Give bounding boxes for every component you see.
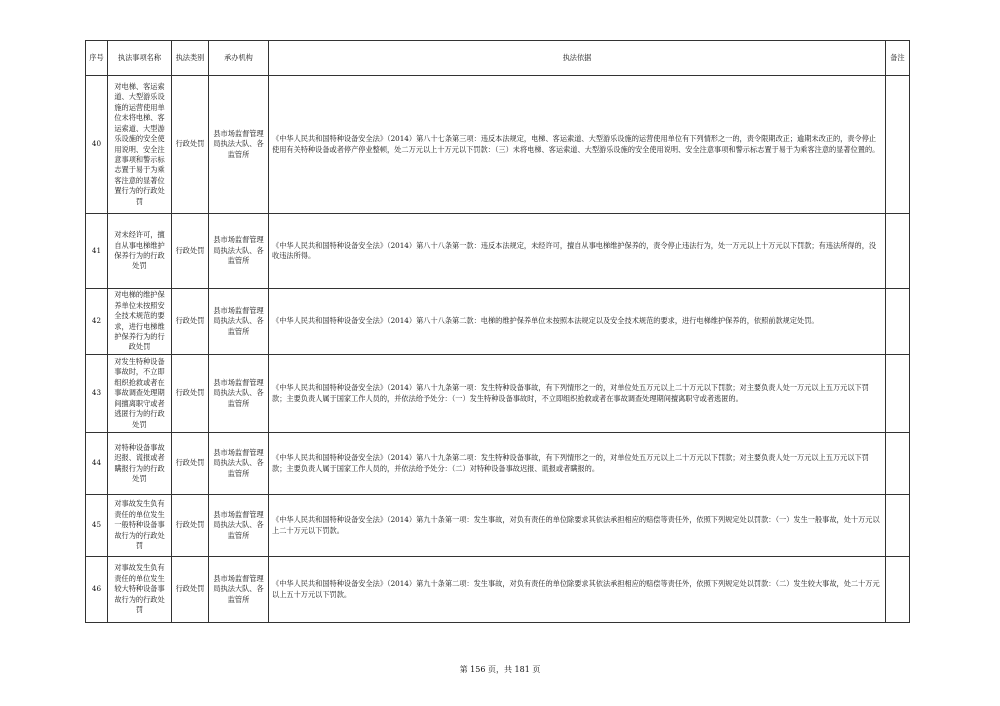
row-organization: 县市场监督管理局执法大队、各监管所 xyxy=(209,557,269,623)
header-note: 备注 xyxy=(886,41,910,76)
table-row xyxy=(86,355,910,433)
header-type: 执法类别 xyxy=(172,41,209,76)
row-type: 行政处罚 xyxy=(172,557,209,623)
row-organization: 县市场监督管理局执法大队、各监管所 xyxy=(209,355,269,433)
row-item-name: 对事故发生负有责任的单位发生较大特种设备事故行为的行政处罚 xyxy=(108,557,172,623)
enforcement-table xyxy=(85,40,910,623)
row-note xyxy=(886,355,910,433)
row-no: 42 xyxy=(86,289,108,355)
row-basis: 《中华人民共和国特种设备安全法》（2014）第九十条第一项：发生事故，对负有责任的单位除要求其依法承担相应的赔偿等责任外，依照下列规定处以罚款：（一）发生一般事故，处十万元以上二十万元以下罚款。 xyxy=(269,495,886,557)
row-type: 行政处罚 xyxy=(172,433,209,495)
row-type: 行政处罚 xyxy=(172,214,209,289)
row-note xyxy=(886,557,910,623)
row-organization: 县市场监督管理局执法大队、各监管所 xyxy=(209,289,269,355)
row-item-name: 对事故发生负有责任的单位发生一般特种设备事故行为的行政处罚 xyxy=(108,495,172,557)
row-organization: 县市场监督管理局执法大队、各监管所 xyxy=(209,433,269,495)
table-row xyxy=(86,433,910,495)
row-item-name: 对发生特种设备事故时，不立即组织抢救或者在事故调查处理期间擅离职守或者逃匿行为的行政处罚 xyxy=(108,355,172,433)
row-type: 行政处罚 xyxy=(172,495,209,557)
row-no: 43 xyxy=(86,355,108,433)
row-item-name: 对未经许可，擅自从事电梯维护保养行为的行政处罚 xyxy=(108,214,172,289)
row-no: 40 xyxy=(86,76,108,214)
row-no: 45 xyxy=(86,495,108,557)
row-item-name: 对特种设备事故迟报、谎报或者瞒报行为的行政处罚 xyxy=(108,433,172,495)
table-row xyxy=(86,557,910,623)
header-item-name: 执法事项名称 xyxy=(108,41,172,76)
row-item-name: 对电梯的维护保养单位未按照安全技术规范的要求，进行电梯维护保养行为的行政处罚 xyxy=(108,289,172,355)
row-no: 44 xyxy=(86,433,108,495)
row-organization: 县市场监督管理局执法大队、各监管所 xyxy=(209,214,269,289)
row-basis: 《中华人民共和国特种设备安全法》（2014）第八十八条第二款：电梯的维护保养单位未按照本法规定以及安全技术规范的要求，进行电梯维护保养的，依照前款规定处罚。 xyxy=(269,289,886,355)
table-row xyxy=(86,76,910,214)
row-type: 行政处罚 xyxy=(172,355,209,433)
row-organization: 县市场监督管理局执法大队、各监管所 xyxy=(209,76,269,214)
row-basis: 《中华人民共和国特种设备安全法》（2014）第九十条第二项：发生事故，对负有责任的单位除要求其依法承担相应的赔偿等责任外，依照下列规定处以罚款：（二）发生较大事故，处二十万元以上五十万元以下罚款。 xyxy=(269,557,886,623)
row-note xyxy=(886,495,910,557)
header-organization: 承办机构 xyxy=(209,41,269,76)
table-row xyxy=(86,495,910,557)
row-note xyxy=(886,76,910,214)
row-organization: 县市场监督管理局执法大队、各监管所 xyxy=(209,495,269,557)
table-header-row xyxy=(86,41,910,76)
header-basis: 执法依据 xyxy=(269,41,886,76)
row-no: 46 xyxy=(86,557,108,623)
row-basis: 《中华人民共和国特种设备安全法》（2014）第八十八条第一款：违反本法规定，未经许可，擅自从事电梯维护保养的，责令停止违法行为，处一万元以上十万元以下罚款；有违法所得的，没收违法所得。 xyxy=(269,214,886,289)
page-number-footer: 第 156 页，共 181 页 xyxy=(459,665,541,674)
row-basis: 《中华人民共和国特种设备安全法》（2014）第八十七条第三项：违反本法规定，电梯、客运索道、大型游乐设施的运营使用单位有下列情形之一的，责令限期改正；逾期未改正的，责令停止使用有关特种设备或者停产停业整顿，处二万元以上十万元以下罚款：（三）未将电梯、客运索道、大型游乐设施的安全使用说明、安全注意事项和警示标志置于易于为乘客注意的显著位置的。 xyxy=(269,76,886,214)
row-item-name: 对电梯、客运索道、大型游乐设施的运营使用单位未将电梯、客运索道、大型游乐设施的安全使用说明、安全注意事项和警示标志置于易于为乘客注意的显著位置行为的行政处罚 xyxy=(108,76,172,214)
row-note xyxy=(886,289,910,355)
row-basis: 《中华人民共和国特种设备安全法》（2014）第八十九条第二项：发生特种设备事故，有下列情形之一的，对单位处五万元以上二十万元以下罚款；对主要负责人处一万元以上五万元以下罚款；主要负责人属于国家工作人员的，并依法给予处分：（二）对特种设备事故迟报、谎报或者瞒报的。 xyxy=(269,433,886,495)
row-basis: 《中华人民共和国特种设备安全法》（2014）第八十九条第一项：发生特种设备事故，有下列情形之一的，对单位处五万元以上二十万元以下罚款；对主要负责人处一万元以上五万元以下罚款；主要负责人属于国家工作人员的，并依法给予处分：（一）发生特种设备事故时，不立即组织抢救或者在事故调查处理期间擅离职守或者逃匿的。 xyxy=(269,355,886,433)
table-row xyxy=(86,289,910,355)
row-type: 行政处罚 xyxy=(172,289,209,355)
header-no: 序号 xyxy=(86,41,108,76)
row-note xyxy=(886,214,910,289)
row-type: 行政处罚 xyxy=(172,76,209,214)
table-row xyxy=(86,214,910,289)
row-note xyxy=(886,433,910,495)
row-no: 41 xyxy=(86,214,108,289)
